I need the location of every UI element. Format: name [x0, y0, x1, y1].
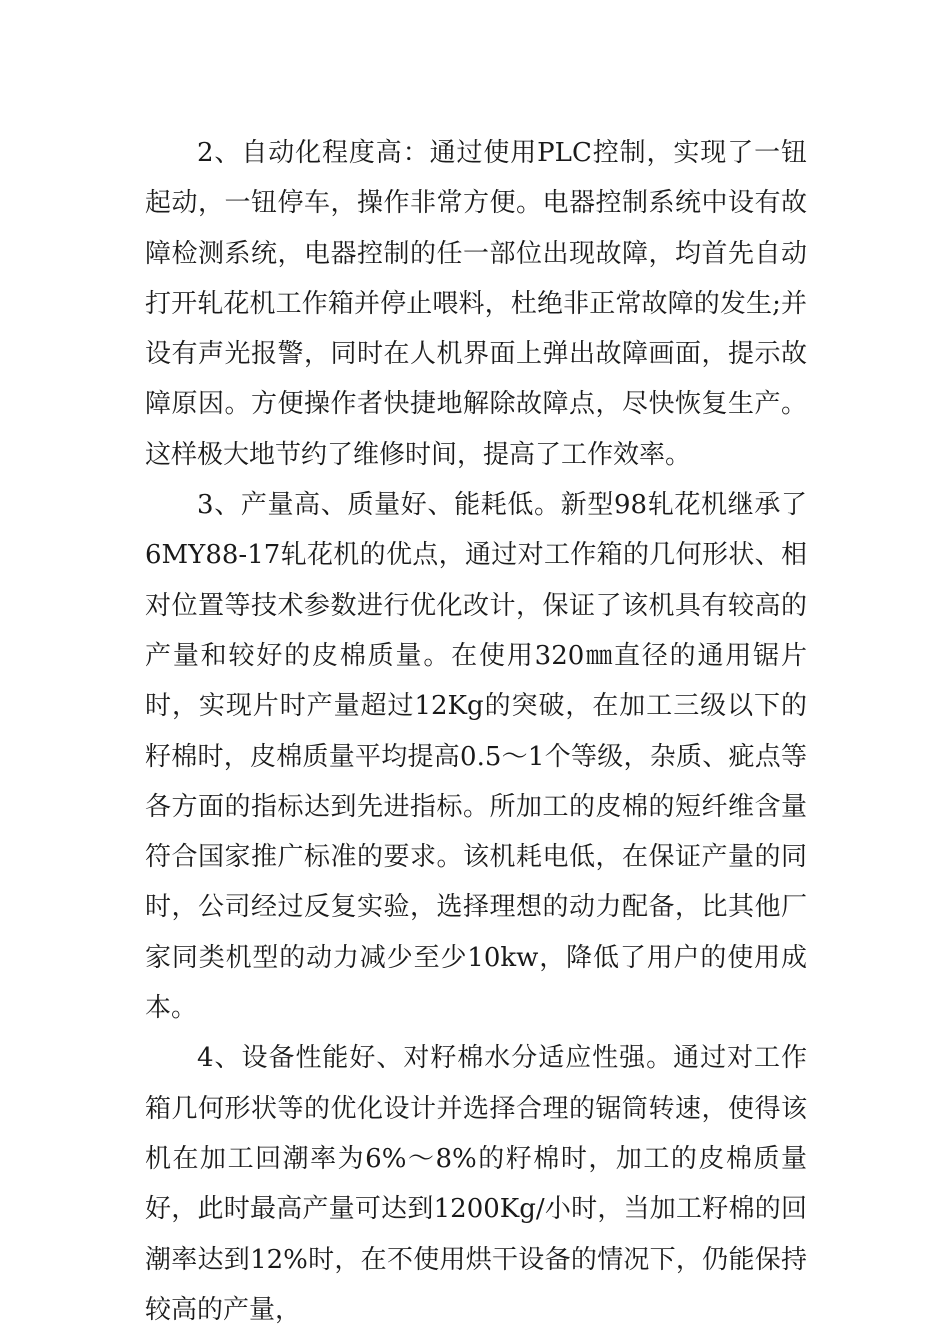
- paragraph-performance: 4、设备性能好、对籽棉水分适应性强。通过对工作箱几何形状等的优化设计并选择合理的锯筒转速，使得该机在加工回潮率为6%～8%的籽棉时，加工的皮棉质量好，此时最高产量可达到1200Kg/小时，当加工籽棉的回潮率达到12%时，在不使用烘干设备的情况下，仍能保持较高的产量，: [145, 1043, 807, 1325]
- document-body: [145, 128, 807, 1335]
- paragraph-automation: 2、自动化程度高：通过使用PLC控制，实现了一钮起动，一钮停车，操作非常方便。电器控制系统中设有故障检测系统，电器控制的任一部位出现故障，均首先自动打开轧花机工作箱并停止喂料，杜绝非正常故障的发生;并设有声光报警，同时在人机界面上弹出故障画面，提示故障原因。方便操作者快捷地解除故障点，尽快恢复生产。这样极大地节约了维修时间，提高了工作效率。: [145, 138, 807, 470]
- paragraph-output-quality: 3、产量高、质量好、能耗低。新型98轧花机继承了6MY88-17轧花机的优点，通过对工作箱的几何形状、相对位置等技术参数进行优化改计，保证了该机具有较高的产量和较好的皮棉质量。在使用320㎜直径的通用锯片时，实现片时产量超过12Kg的突破，在加工三级以下的籽棉时，皮棉质量平均提高0.5～1个等级，杂质、疵点等各方面的指标达到先进指标。所加工的皮棉的短纤维含量符合国家推广标准的要求。该机耗电低，在保证产量的同时，公司经过反复实验，选择理想的动力配备，比其他厂家同类机型的动力减少至少10kw，降低了用户的使用成本。: [145, 490, 807, 1024]
